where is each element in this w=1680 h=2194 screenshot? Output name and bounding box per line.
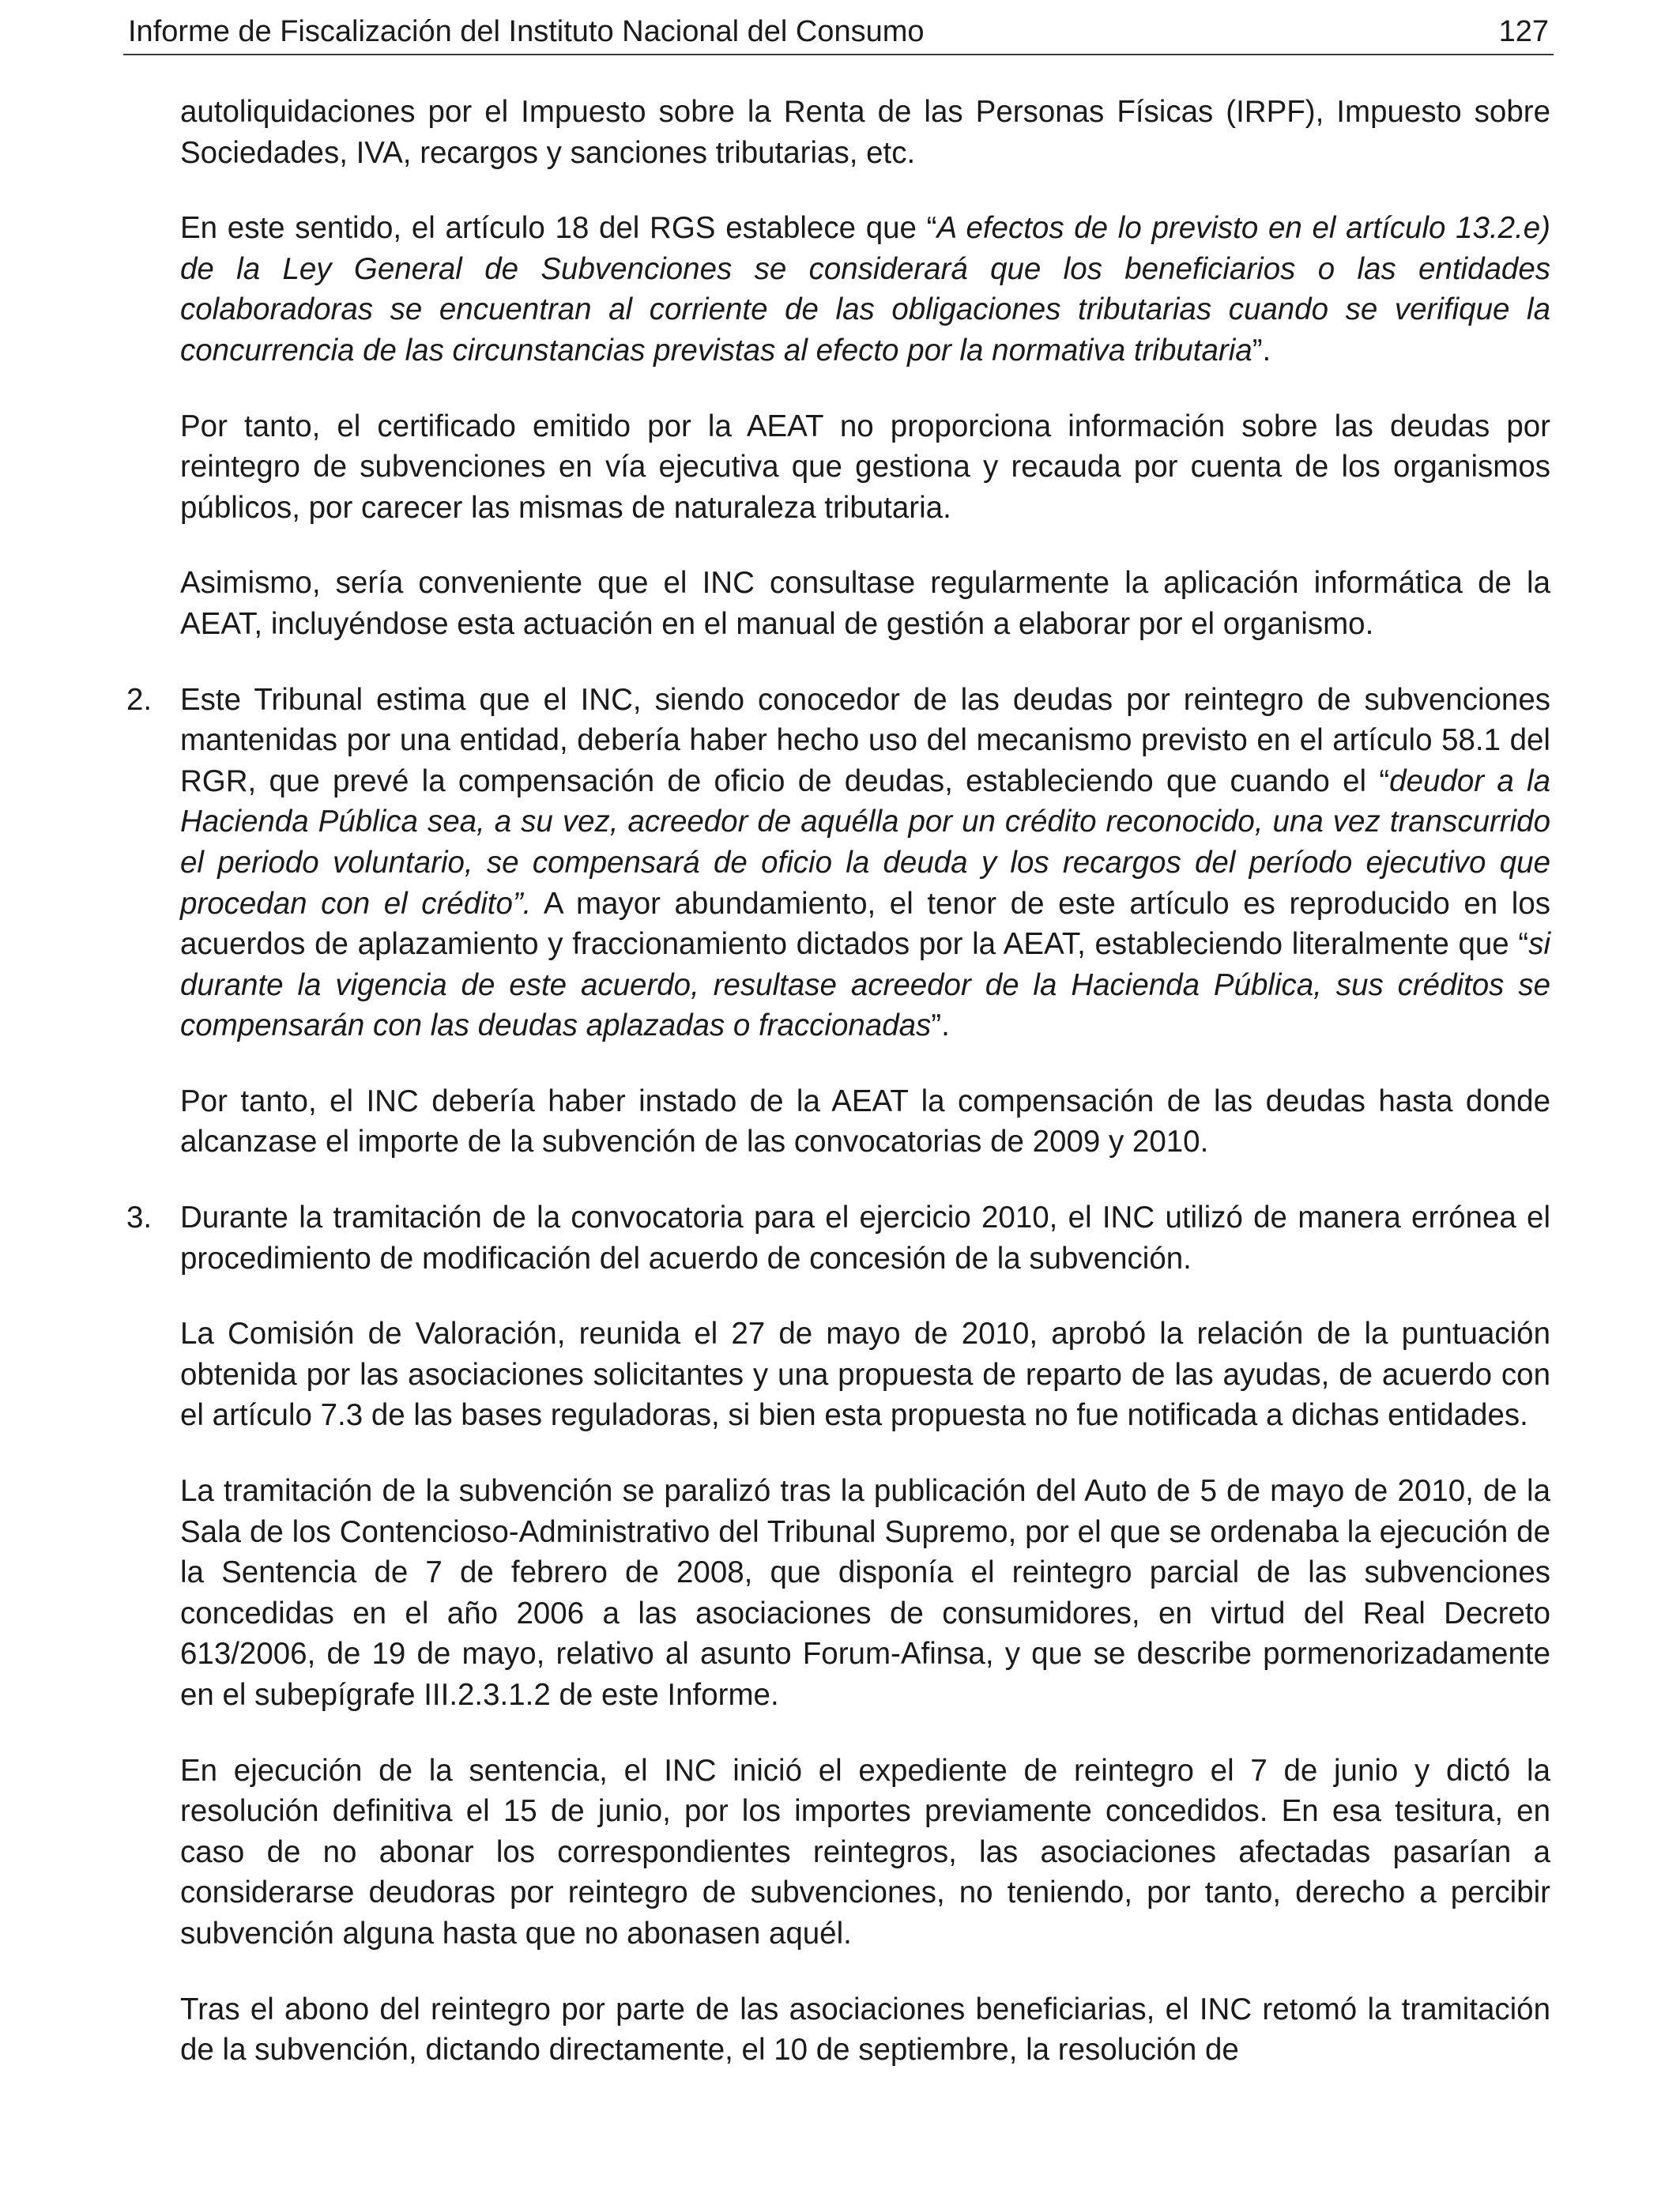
document-body	[126, 92, 1551, 2105]
paragraph: Por tanto, el INC debería haber instado de la AEAT la compensación de las deudas hasta donde alcanzase el importe de la subvención de las convocatorias de 2009 y 2010.	[180, 1084, 1550, 1159]
quoted-italic-text: deudor a la Hacienda Pública sea, a su vez, acreedor de aquélla por un crédito reconocido, una vez transcurrido el periodo voluntario, se compensará de oficio la deuda y los recargos del período ejecutivo que procedan con el crédito”.	[180, 763, 1550, 921]
numbered-item-3	[126, 1197, 1550, 1279]
paragraph: La Comisión de Valoración, reunida el 27 de mayo de 2010, aprobó la relación de la puntuación obtenida por las asociaciones solicitantes y una propuesta de reparto de las ayudas, de acuerdo con el artículo 7.3 de las bases reguladoras, si bien esta propuesta no fue notificada a dichas entidades.	[180, 1317, 1550, 1433]
report-title: Informe de Fiscalización del Instituto Nacional del Consumo	[128, 15, 925, 48]
paragraph: Asimismo, sería conveniente que el INC consultase regularmente la aplicación informática de la AEAT, incluyéndose esta actuación en el manual de gestión a elaborar por el organismo.	[180, 566, 1550, 641]
paragraph: En ejecución de la sentencia, el INC inició el expediente de reintegro el 7 de junio y dictó la resolución definitiva el 15 de junio, por los importes previamente concedidos. En esa tesitura, en caso de no abonar los correspondientes reintegros, las asociaciones afectadas pasarían a considerarse deudoras por reintegro de subvenciones, no teniendo, por tanto, derecho a percibir subvención alguna hasta que no abonasen aquél.	[180, 1753, 1550, 1951]
paragraph: Por tanto, el certificado emitido por la AEAT no proporciona información sobre las deudas por reintegro de subvenciones en vía ejecutiva que gestiona y recauda por cuenta de los organismos públicos, por carecer las mismas de naturaleza tributaria.	[180, 409, 1550, 525]
text-segment: En este sentido, el artículo 18 del RGS establece que “	[180, 211, 937, 246]
paragraph: Tras el abono del reintegro por parte de las asociaciones beneficiarias, el INC retomó la tramitación de la subvención, dictando directamente, el 10 de septiembre, la resolución de	[180, 1992, 1550, 2068]
text-segment: A mayor abundamiento, el tenor de este artículo es reproducido en los acuerdos de aplazamiento y fraccionamiento dictados por la AEAT, estableciendo literalmente que “	[180, 886, 1551, 962]
quoted-italic-text: A efectos de lo previsto en el artículo 13.2.e) de la Ley General de Subvenciones se considerará que los beneficiarios o las entidades colaboradoras se encuentran al corriente de las obligaciones tributarias cuando se verifique la concurrencia de las circunstancias previstas al efecto por la normativa tributaria	[180, 211, 1551, 368]
paragraph	[180, 680, 1550, 1046]
paragraph: La tramitación de la subvención se paralizó tras la publicación del Auto de 5 de mayo de 2010, de la Sala de los Contencioso-Administrativo del Tribunal Supremo, por el que se ordenaba la ejecución de la Sentencia de 7 de febrero de 2008, que disponía el reintegro parcial de las subvenciones concedidas en el año 2006 a las asociaciones de consumidores, en virtud del Real Decreto 613/2006, de 19 de mayo, relativo al asunto Forum-Afinsa, y que se describe pormenorizadamente en el subepígrafe III.2.3.1.2 de este Informe.	[180, 1474, 1550, 1712]
paragraph: autoliquidaciones por el Impuesto sobre la Renta de las Personas Físicas (IRPF), Impuesto sobre Sociedades, IVA, recargos y sanciones tributarias, etc.	[180, 95, 1550, 170]
item-number: 2.	[126, 682, 153, 717]
page-header	[123, 9, 1554, 55]
text-segment: ”.	[1252, 333, 1271, 368]
paragraph: Durante la tramitación de la convocatoria para el ejercicio 2010, el INC utilizó de manera errónea el procedimiento de modificación del acuerdo de concesión de la subvención.	[180, 1201, 1550, 1276]
quoted-italic-text: si durante la vigencia de este acuerdo, resultase acreedor de la Hacienda Pública, sus créditos se compensarán con las deudas aplazadas o fraccionadas	[180, 927, 1550, 1043]
paragraph	[180, 208, 1550, 371]
text-segment: Este Tribunal estima que el INC, siendo conocedor de las deudas por reintegro de subvenciones mantenidas por una entidad, debería haber hecho uso del mecanismo previsto en el artículo 58.1 del RGR, que prevé la compensación de oficio de deudas, estableciendo que cuando el “	[180, 682, 1550, 798]
page-number: 127	[1498, 15, 1549, 48]
text-segment: ”.	[931, 1008, 950, 1043]
item-number: 3.	[126, 1201, 153, 1235]
numbered-item-2	[126, 680, 1551, 1046]
